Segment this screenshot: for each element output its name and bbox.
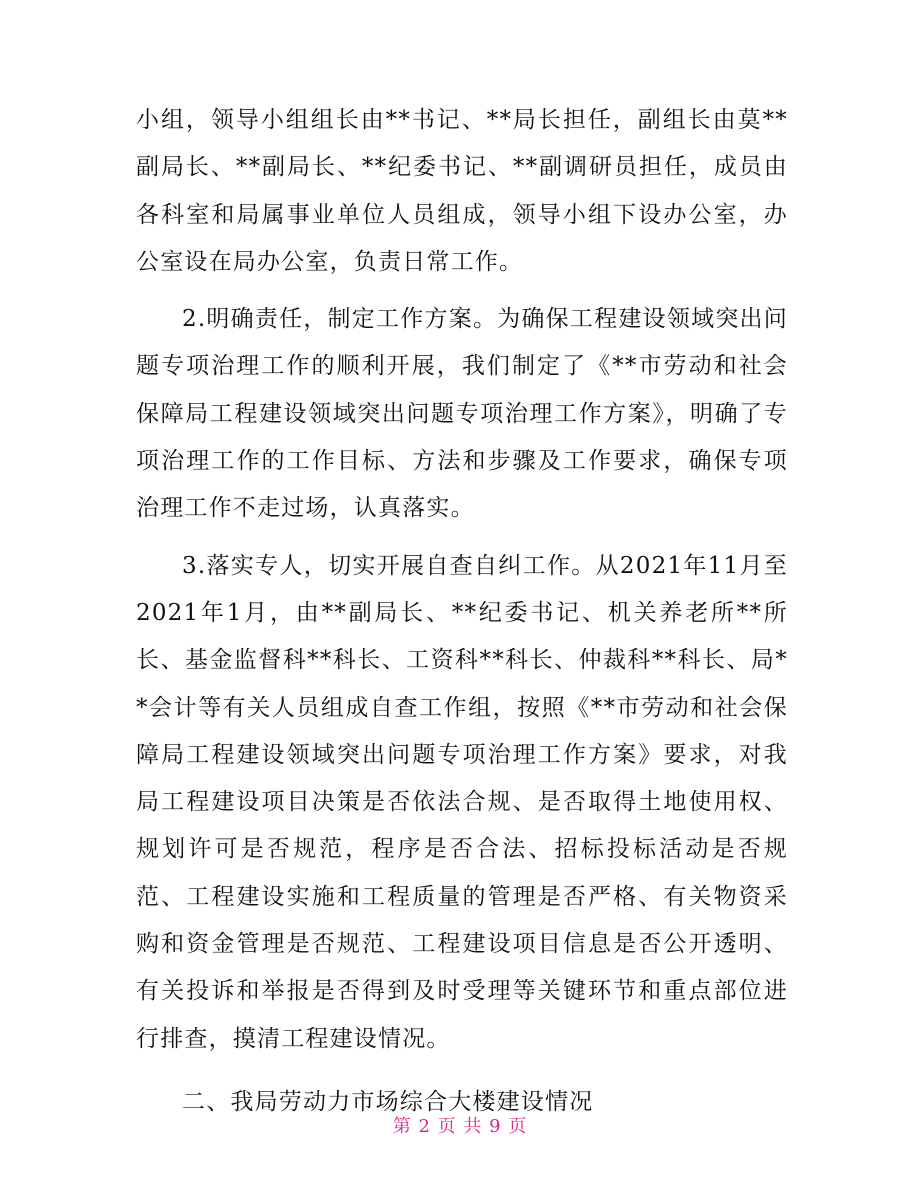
paragraph-work-plan: 2.明确责任，制定工作方案。为确保工程建设领域突出问题专项治理工作的顺利开展，我们制定了《**市劳动和社会保障局工程建设领域突出问题专项治理工作方案》，明确了专项治理工作的工作目标、方法和步骤及工作要求，确保专项治理工作不走过场，认真落实。 [136, 306, 788, 522]
section-heading-building: 二、我局劳动力市场综合大楼建设情况 [182, 1088, 594, 1115]
page-number-label: 第 2 页 共 9 页 [392, 1116, 528, 1137]
page-footer [0, 1112, 920, 1138]
document-body [136, 97, 788, 1126]
paragraph-leadership-group: 小组，领导小组组长由**书记、**局长担任，副组长由莫**副局长、**副局长、**纪委书记、**副调研员担任，成员由各科室和局属事业单位人员组成，领导小组下设办公室，办公室设在局办公室，负责日常工作。 [136, 107, 788, 275]
paragraph-self-inspection: 3.落实专人，切实开展自查自纠工作。从2021年11月至2021年1月，由**副局长、**纪委书记、机关养老所**所长、基金监督科**科长、工资科**科长、仲裁科**科长、局**会计等有关人员组成自查工作组，按照《**市劳动和社会保障局工程建设领域突出问题专项治理工作方案》要求，对我局工程建设项目决策是否依法合规、是否取得土地使用权、规划许可是否规范，程序是否合法、招标投标活动是否规范、工程建设实施和工程质量的管理是否严格、有关物资采购和资金管理是否规范、工程建设项目信息是否公开透明、有关投诉和举报是否得到及时受理等关键环节和重点部位进行排查，摸清工程建设情况。 [136, 552, 788, 1052]
